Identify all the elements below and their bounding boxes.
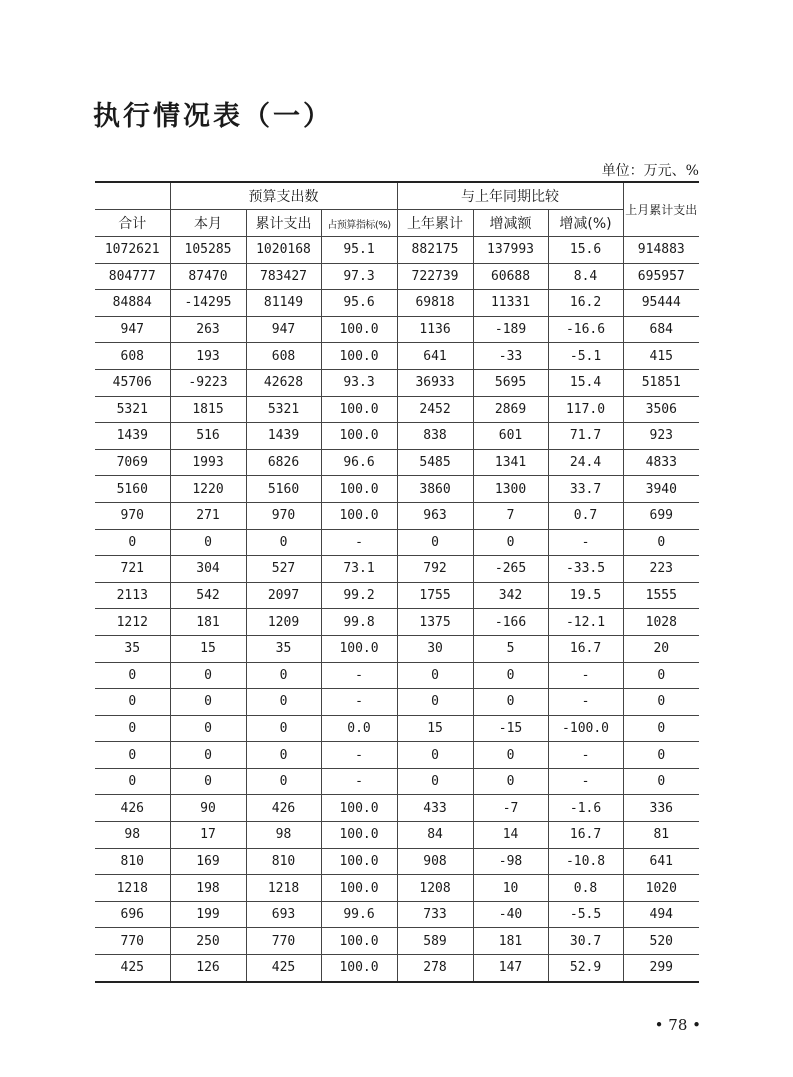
table-cell: - (321, 529, 397, 556)
table-row (95, 290, 699, 317)
table-cell: 98 (246, 822, 321, 849)
table-cell: 1755 (397, 582, 473, 609)
table-cell: 0 (170, 689, 246, 716)
table-cell: 181 (170, 609, 246, 636)
header-budget-spending: 预算支出数 (170, 182, 397, 210)
table-cell: 792 (397, 556, 473, 583)
table-cell: -10.8 (548, 848, 623, 875)
table-cell: -5.5 (548, 901, 623, 928)
unit-label: 单位：万元、% (601, 163, 699, 179)
header-row-2 (95, 210, 699, 237)
table-cell: 95.6 (321, 290, 397, 317)
table-cell: 1209 (246, 609, 321, 636)
table-cell: 0 (246, 768, 321, 795)
table-cell: 71.7 (548, 423, 623, 450)
table-row (95, 901, 699, 928)
table-cell: 721 (95, 556, 170, 583)
table-cell: 87470 (170, 263, 246, 290)
table-cell: 198 (170, 875, 246, 902)
table-row (95, 822, 699, 849)
table-row (95, 423, 699, 450)
table-cell: 695957 (623, 263, 699, 290)
table-cell: 95.1 (321, 237, 397, 264)
table-cell: 5321 (95, 396, 170, 423)
table-cell: 1136 (397, 316, 473, 343)
table-cell: 1815 (170, 396, 246, 423)
table-cell: 1218 (246, 875, 321, 902)
table-cell: -9223 (170, 369, 246, 396)
table-row (95, 369, 699, 396)
header-yoy-comparison: 与上年同期比较 (397, 182, 623, 210)
table-cell: 0 (170, 768, 246, 795)
table-cell: - (548, 529, 623, 556)
table-cell: 42628 (246, 369, 321, 396)
table-cell: 963 (397, 502, 473, 529)
table-cell: 722739 (397, 263, 473, 290)
table-cell: 100.0 (321, 476, 397, 503)
table-cell: 30 (397, 635, 473, 662)
table-cell: 601 (473, 423, 548, 450)
table-cell: 17 (170, 822, 246, 849)
table-row (95, 556, 699, 583)
table-cell: 100.0 (321, 955, 397, 982)
table-cell: 0 (397, 689, 473, 716)
table-cell: 527 (246, 556, 321, 583)
table-cell: 0 (170, 529, 246, 556)
header-last-year: 上年累计 (397, 210, 473, 237)
table-cell: 100.0 (321, 502, 397, 529)
table-cell: 98 (95, 822, 170, 849)
table-row (95, 955, 699, 982)
table-cell: 15.4 (548, 369, 623, 396)
table-cell: -100.0 (548, 715, 623, 742)
table-cell: 0 (246, 529, 321, 556)
table-row (95, 476, 699, 503)
table-cell: 5321 (246, 396, 321, 423)
table-cell: 19.5 (548, 582, 623, 609)
table-row (95, 316, 699, 343)
table-cell: 0 (623, 662, 699, 689)
table-cell: 693 (246, 901, 321, 928)
table-cell: 810 (95, 848, 170, 875)
table-cell: 0 (246, 662, 321, 689)
table-cell: -5.1 (548, 343, 623, 370)
table-cell: 10 (473, 875, 548, 902)
table-cell: -166 (473, 609, 548, 636)
table-cell: 0 (95, 715, 170, 742)
table-cell: 100.0 (321, 635, 397, 662)
table-cell: 93.3 (321, 369, 397, 396)
table-row (95, 795, 699, 822)
header-this-month: 本月 (170, 210, 246, 237)
header-budget-pct: 占预算指标(%) (321, 210, 397, 237)
table-cell: - (321, 742, 397, 769)
table-cell: 783427 (246, 263, 321, 290)
table-cell: 0 (170, 742, 246, 769)
table-cell: 0 (473, 662, 548, 689)
table-cell: 8.4 (548, 263, 623, 290)
table-row (95, 848, 699, 875)
table-cell: 425 (246, 955, 321, 982)
table-cell: 1212 (95, 609, 170, 636)
table-row (95, 343, 699, 370)
table-cell: 4833 (623, 449, 699, 476)
table-cell: 1555 (623, 582, 699, 609)
table-cell: 7 (473, 502, 548, 529)
table-cell: 5160 (246, 476, 321, 503)
table-cell: 95444 (623, 290, 699, 317)
table-row (95, 875, 699, 902)
table-cell: 0 (623, 689, 699, 716)
table-cell: 1020 (623, 875, 699, 902)
table-cell: - (548, 689, 623, 716)
table-cell: 100.0 (321, 795, 397, 822)
table-cell: 69818 (397, 290, 473, 317)
table-cell: 0 (397, 768, 473, 795)
table-cell: - (548, 768, 623, 795)
table-cell: 278 (397, 955, 473, 982)
table-cell: 84884 (95, 290, 170, 317)
header-change-pct: 增减(%) (548, 210, 623, 237)
table-cell: 100.0 (321, 316, 397, 343)
table-row (95, 529, 699, 556)
table-cell: 0 (246, 715, 321, 742)
table-cell: 90 (170, 795, 246, 822)
table-cell: 100.0 (321, 396, 397, 423)
table-cell: 99.8 (321, 609, 397, 636)
table-cell: 2113 (95, 582, 170, 609)
table-cell: 16.2 (548, 290, 623, 317)
table-cell: 589 (397, 928, 473, 955)
table-cell: 5 (473, 635, 548, 662)
table-cell: 14 (473, 822, 548, 849)
table-body (95, 237, 699, 982)
table-cell: 1300 (473, 476, 548, 503)
table-row (95, 635, 699, 662)
table-cell: 3860 (397, 476, 473, 503)
table-cell: 1993 (170, 449, 246, 476)
table-cell: 947 (246, 316, 321, 343)
table-cell: 35 (95, 635, 170, 662)
table-cell: 30.7 (548, 928, 623, 955)
table-cell: 16.7 (548, 635, 623, 662)
table-cell: - (321, 689, 397, 716)
table-cell: 838 (397, 423, 473, 450)
table-cell: 494 (623, 901, 699, 928)
table-cell: 1220 (170, 476, 246, 503)
table-cell: 0 (170, 662, 246, 689)
table-cell: 770 (95, 928, 170, 955)
table-cell: 0 (623, 768, 699, 795)
table-cell: 0 (95, 662, 170, 689)
table-cell: 15.6 (548, 237, 623, 264)
header-blank (95, 182, 170, 210)
table-cell: 24.4 (548, 449, 623, 476)
table-cell: 5695 (473, 369, 548, 396)
table-cell: -98 (473, 848, 548, 875)
table-cell: 60688 (473, 263, 548, 290)
table-cell: 1439 (95, 423, 170, 450)
table-cell: 100.0 (321, 875, 397, 902)
table-cell: 299 (623, 955, 699, 982)
table-row (95, 582, 699, 609)
table-cell: 263 (170, 316, 246, 343)
table-row (95, 662, 699, 689)
table-cell: 641 (397, 343, 473, 370)
table-cell: 51851 (623, 369, 699, 396)
table-row (95, 689, 699, 716)
table-cell: 73.1 (321, 556, 397, 583)
table-cell: 0 (95, 689, 170, 716)
table-cell: -15 (473, 715, 548, 742)
table-cell: 100.0 (321, 822, 397, 849)
table-row (95, 742, 699, 769)
table-cell: 0 (95, 768, 170, 795)
table-row (95, 928, 699, 955)
table-cell: 147 (473, 955, 548, 982)
table-cell: 426 (95, 795, 170, 822)
table-cell: 2452 (397, 396, 473, 423)
table-cell: 84 (397, 822, 473, 849)
table-cell: - (548, 662, 623, 689)
table-row (95, 609, 699, 636)
table-cell: 1375 (397, 609, 473, 636)
execution-table (95, 181, 699, 983)
table-cell: 97.3 (321, 263, 397, 290)
table-cell: 100.0 (321, 848, 397, 875)
table-cell: 81 (623, 822, 699, 849)
table-cell: 970 (95, 502, 170, 529)
table-cell: -189 (473, 316, 548, 343)
table-cell: -40 (473, 901, 548, 928)
table-cell: 684 (623, 316, 699, 343)
page-number: • 78 • (654, 1016, 701, 1034)
table-cell: 0 (623, 715, 699, 742)
table-cell: 908 (397, 848, 473, 875)
table-cell: 35 (246, 635, 321, 662)
table-cell: 2869 (473, 396, 548, 423)
table-cell: 36933 (397, 369, 473, 396)
table-cell: 193 (170, 343, 246, 370)
table-row (95, 768, 699, 795)
table-cell: 0 (397, 529, 473, 556)
table-cell: -33 (473, 343, 548, 370)
table-cell: 608 (246, 343, 321, 370)
table-cell: 105285 (170, 237, 246, 264)
table-cell: 433 (397, 795, 473, 822)
table-cell: 970 (246, 502, 321, 529)
table-cell: 426 (246, 795, 321, 822)
table-cell: 33.7 (548, 476, 623, 503)
table-cell: 342 (473, 582, 548, 609)
table-cell: 0.0 (321, 715, 397, 742)
header-total: 合计 (95, 210, 170, 237)
table-cell: 126 (170, 955, 246, 982)
table-cell: 0 (397, 662, 473, 689)
table-cell: 16.7 (548, 822, 623, 849)
table-cell: 0 (623, 742, 699, 769)
table-cell: 52.9 (548, 955, 623, 982)
table-cell: 3506 (623, 396, 699, 423)
table-cell: -16.6 (548, 316, 623, 343)
table-cell: -265 (473, 556, 548, 583)
table-cell: 425 (95, 955, 170, 982)
table-cell: 5485 (397, 449, 473, 476)
table-cell: 804777 (95, 263, 170, 290)
table-cell: 914883 (623, 237, 699, 264)
table-row (95, 396, 699, 423)
table-cell: 520 (623, 928, 699, 955)
table-cell: - (548, 742, 623, 769)
table-cell: 6826 (246, 449, 321, 476)
table-cell: 117.0 (548, 396, 623, 423)
table-cell: - (321, 662, 397, 689)
table-cell: 0 (473, 529, 548, 556)
table-cell: 699 (623, 502, 699, 529)
table-cell: 415 (623, 343, 699, 370)
table-cell: 542 (170, 582, 246, 609)
table-row (95, 502, 699, 529)
page-title: 执行情况表（一） (93, 101, 333, 132)
table-row (95, 237, 699, 264)
table-cell: 0.8 (548, 875, 623, 902)
table-cell: 0 (473, 689, 548, 716)
table-cell: 100.0 (321, 928, 397, 955)
table-cell: 882175 (397, 237, 473, 264)
table-cell: 100.0 (321, 343, 397, 370)
table-cell: 99.6 (321, 901, 397, 928)
table-cell: 810 (246, 848, 321, 875)
table-cell: 0 (95, 742, 170, 769)
table-cell: 45706 (95, 369, 170, 396)
table-cell: 199 (170, 901, 246, 928)
table-cell: 516 (170, 423, 246, 450)
table-cell: 0 (95, 529, 170, 556)
table-cell: 0 (246, 689, 321, 716)
header-last-month-cumulative: 上月累计支出 (623, 182, 699, 237)
table-cell: 1020168 (246, 237, 321, 264)
table-cell: 15 (397, 715, 473, 742)
table-cell: -1.6 (548, 795, 623, 822)
table-cell: -7 (473, 795, 548, 822)
table-cell: 1028 (623, 609, 699, 636)
header-change-amount: 增减额 (473, 210, 548, 237)
table-cell: 1072621 (95, 237, 170, 264)
table-cell: 0 (473, 768, 548, 795)
table-cell: 0 (170, 715, 246, 742)
table-cell: 0 (473, 742, 548, 769)
table-cell: 81149 (246, 290, 321, 317)
header-row-1 (95, 182, 699, 210)
table-cell: 2097 (246, 582, 321, 609)
table-cell: 641 (623, 848, 699, 875)
table-cell: 733 (397, 901, 473, 928)
table-row (95, 449, 699, 476)
table-cell: - (321, 768, 397, 795)
table-cell: 11331 (473, 290, 548, 317)
table-cell: 0.7 (548, 502, 623, 529)
table-cell: 20 (623, 635, 699, 662)
table-cell: 0 (623, 529, 699, 556)
table-cell: 696 (95, 901, 170, 928)
header-cumulative: 累计支出 (246, 210, 321, 237)
table-cell: 137993 (473, 237, 548, 264)
table-cell: -14295 (170, 290, 246, 317)
table-row (95, 715, 699, 742)
table-cell: 1341 (473, 449, 548, 476)
table-cell: 608 (95, 343, 170, 370)
table-cell: 5160 (95, 476, 170, 503)
table-cell: 100.0 (321, 423, 397, 450)
table-cell: 336 (623, 795, 699, 822)
table-cell: 99.2 (321, 582, 397, 609)
table-row (95, 263, 699, 290)
table-cell: 96.6 (321, 449, 397, 476)
table-cell: 770 (246, 928, 321, 955)
table-cell: 1218 (95, 875, 170, 902)
table-cell: 181 (473, 928, 548, 955)
table-cell: 7069 (95, 449, 170, 476)
table-cell: 15 (170, 635, 246, 662)
table-cell: -12.1 (548, 609, 623, 636)
table-cell: 3940 (623, 476, 699, 503)
table-cell: -33.5 (548, 556, 623, 583)
table-cell: 947 (95, 316, 170, 343)
table-cell: 304 (170, 556, 246, 583)
table-cell: 923 (623, 423, 699, 450)
table-cell: 1208 (397, 875, 473, 902)
table-cell: 223 (623, 556, 699, 583)
table-cell: 271 (170, 502, 246, 529)
table-cell: 169 (170, 848, 246, 875)
table-cell: 0 (397, 742, 473, 769)
table-cell: 1439 (246, 423, 321, 450)
table-cell: 250 (170, 928, 246, 955)
table-cell: 0 (246, 742, 321, 769)
